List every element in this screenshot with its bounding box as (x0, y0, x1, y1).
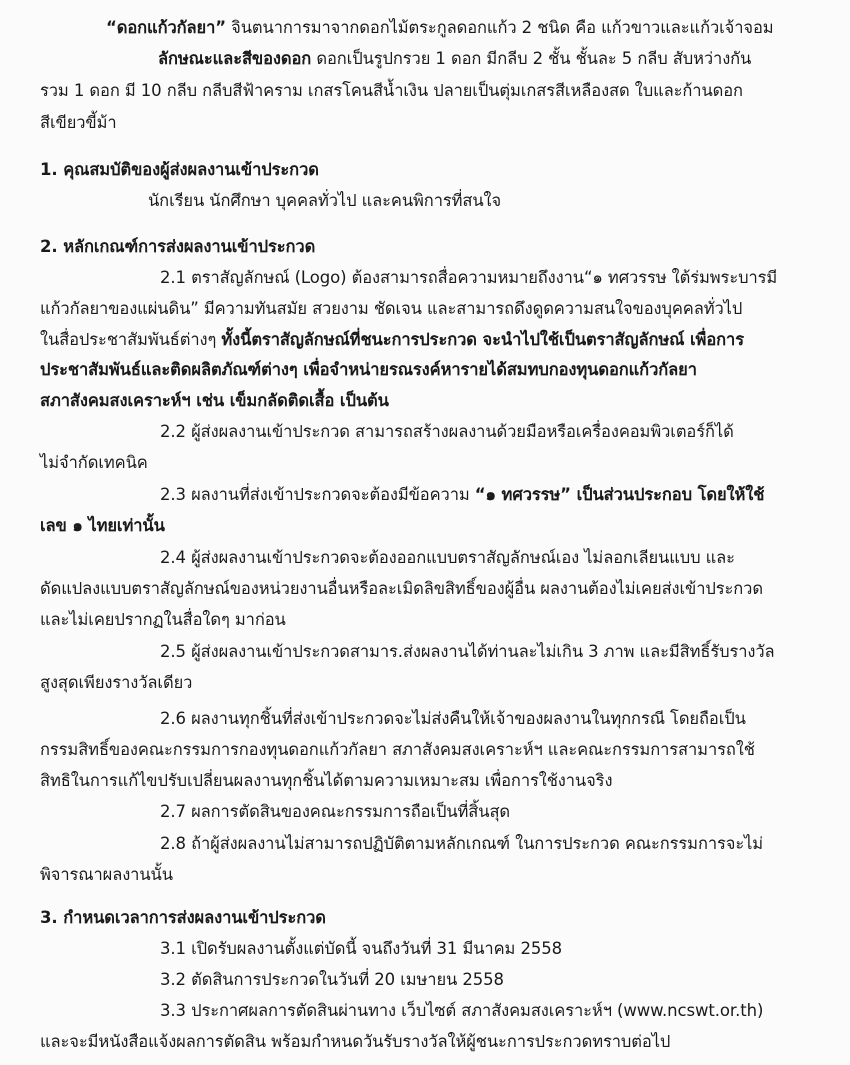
rule-2-4-line-3: และไม่เคยปรากฏในสื่อใดๆ มาก่อน (40, 610, 286, 629)
rule-2-6-line-2: กรรมสิทธิ์ของคณะกรรมการกองทุนดอกแก้วกัลยา สภาสังคมสงเคราะห์ฯ และคณะกรรมการสามารถใช้ (40, 740, 755, 759)
rule-2-6-line-3: สิทธิในการแก้ไขปรับเปลี่ยนผลงานทุกชิ้นได้ตามความเหมาะสม เพื่อการใช้งานจริง (40, 771, 613, 790)
rule-2-1-line-2: แก้วกัลยาของแผ่นดิน” มีความทันสมัย สวยงาม ชัดเจน และสามารถดึงดูดความสนใจของบุคคลทั่วไป (40, 299, 743, 318)
rule-2-1-line-4: ประชาสัมพันธ์และติดผลิตภัณฑ์ต่างๆ เพื่อจำหน่ายรณรงค์หารายได้สมทบกองทุนดอกแก้วกัลยา (40, 360, 697, 379)
flower-feature-label: ลักษณะและสีของดอก (158, 49, 312, 68)
rule-2-5-line-2: สูงสุดเพียงรางวัลเดียว (40, 673, 193, 692)
flower-name: “ดอกแก้วกัลยา” (106, 18, 227, 37)
rule-3-3-line-2: และจะมีหนังสือแจ้งผลการตัดสิน พร้อมกำหนดวันรับรางวัลให้ผู้ชนะการประกวดทราบต่อไป (40, 1032, 671, 1051)
rule-2-1-line-1: 2.1 ตราสัญลักษณ์ (Logo) ต้องสามารถสื่อความหมายถึงงาน“๑ ทศวรรษ ใต้ร่มพระบารมี (160, 268, 778, 287)
rule-emphasis: ทั้งนี้ตราสัญลักษณ์ที่ชนะการประกวด จะนำไปใช้เป็นตราสัญลักษณ์ เพื่อการ (221, 330, 744, 349)
rule-text: 2.3 ผลงานที่ส่งเข้าประกวดจะต้องมีข้อความ (160, 485, 475, 504)
rule-2-2-line-2: ไม่จำกัดเทคนิค (40, 453, 148, 472)
rule-2-8-line-1: 2.8 ถ้าผู้ส่งผลงานไม่สามารถปฏิบัติตามหลักเกณฑ์ ในการประกวด คณะกรรมการจะไม่ (160, 834, 764, 853)
rule-2-8-line-2: พิจารณาผลงานนั้น (40, 865, 173, 884)
rule-2-4-line-1: 2.4 ผู้ส่งผลงานเข้าประกวดจะต้องออกแบบตราสัญลักษณ์เอง ไม่ลอกเลียนแบบ และ (160, 548, 735, 567)
rule-2-6-line-1: 2.6 ผลงานทุกชิ้นที่ส่งเข้าประกวดจะไม่ส่งคืนให้เจ้าของผลงานในทุกกรณี โดยถือเป็น (160, 709, 746, 728)
rule-emphasis: “๑ ทศวรรษ” เป็นส่วนประกอบ โดยให้ใช้ (474, 485, 765, 504)
intro-text: ดอกเป็นรูปกรวย 1 ดอก มีกลีบ 2 ชั้น ชั้นละ 5 กลีบ สับหว่างกัน (311, 49, 752, 68)
intro-line-1 (106, 16, 774, 40)
intro-line-4: สีเขียวขี้ม้า (40, 113, 117, 132)
rule-3-3-line-1: 3.3 ประกาศผลการตัดสินผ่านทาง เว็บไซต์ สภาสังคมสงเคราะห์ฯ (www.ncswt.or.th) (160, 1001, 764, 1020)
rule-2-1-line-5: สภาสังคมสงเคราะห์ฯ เช่น เข็มกลัดติดเสื้อ เป็นต้น (40, 391, 389, 410)
intro-line-3: รวม 1 ดอก มี 10 กลีบ กลีบสีฟ้าคราม เกสรโคนสีน้ำเงิน ปลายเป็นตุ่มเกสรสีเหลืองสด ใบและก้านดอก (40, 81, 743, 100)
rule-2-4-line-2: ดัดแปลงแบบตราสัญลักษณ์ของหน่วยงานอื่นหรือละเมิดลิขสิทธิ์ของผู้อื่น ผลงานต้องไม่เคยส่งเข้าประกวด (40, 579, 763, 598)
intro-line-2 (158, 47, 751, 71)
rule-3-1: 3.1 เปิดรับผลงานตั้งแต่บัดนี้ จนถึงวันที่ 31 มีนาคม 2558 (160, 939, 563, 958)
rule-2-7: 2.7 ผลการตัดสินของคณะกรรมการถือเป็นที่สิ้นสุด (160, 802, 511, 821)
section-1-text: นักเรียน นักศึกษา บุคคลทั่วไป และคนพิการที่สนใจ (148, 191, 502, 210)
rule-2-3-line-1 (160, 483, 764, 507)
section-1-heading: 1. คุณสมบัติของผู้ส่งผลงานเข้าประกวด (40, 160, 319, 179)
rule-text: ในสื่อประชาสัมพันธ์ต่างๆ (40, 330, 222, 349)
rule-2-2-line-1: 2.2 ผู้ส่งผลงานเข้าประกวด สามารถสร้างผลงานด้วยมือหรือเครื่องคอมพิวเตอร์ก็ได้ (160, 422, 734, 441)
rule-2-3-line-2: เลข ๑ ไทยเท่านั้น (40, 516, 165, 535)
section-3-heading: 3. กำหนดเวลาการส่งผลงานเข้าประกวด (40, 908, 326, 927)
section-2-heading: 2. หลักเกณฑ์การส่งผลงานเข้าประกวด (40, 237, 316, 256)
rule-2-1-line-3 (40, 328, 744, 352)
rule-2-5-line-1: 2.5 ผู้ส่งผลงานเข้าประกวดสามาร.ส่งผลงานได้ท่านละไม่เกิน 3 ภาพ และมีสิทธิ์รับรางวัล (160, 642, 775, 661)
intro-text: จินตนาการมาจากดอกไม้ตระกูลดอกแก้ว 2 ชนิด คือ แก้วขาวและแก้วเจ้าจอม (226, 18, 774, 37)
rule-3-2: 3.2 ตัดสินการประกวดในวันที่ 20 เมษายน 2558 (160, 970, 504, 989)
